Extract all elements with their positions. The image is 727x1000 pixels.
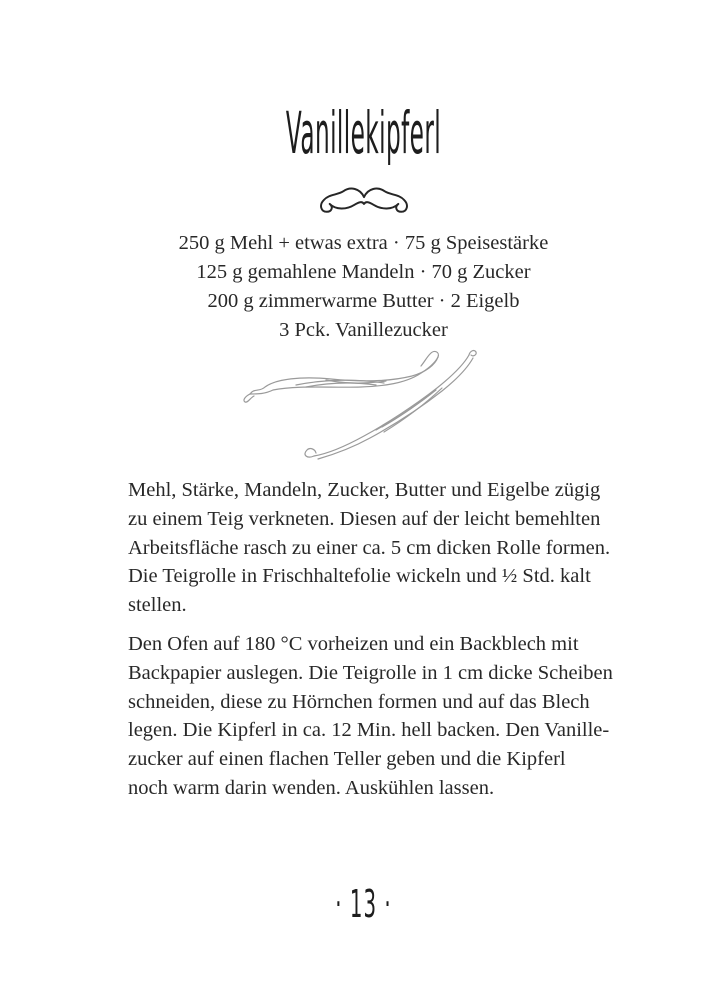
mustache-flourish-icon xyxy=(0,184,727,223)
instruction-paragraph-2 xyxy=(128,630,618,803)
instructions xyxy=(128,476,618,813)
instruction-line: schneiden, diese zu Hörnchen formen und auf das Blech xyxy=(128,690,590,713)
page-number: · 13 · xyxy=(335,882,392,926)
instruction-line: legen. Die Kipferl in ca. 12 Min. hell backen. Den Vanille- xyxy=(128,719,610,742)
instruction-line: Den Ofen auf 180 °C vorheizen und ein Backblech mit xyxy=(128,632,579,655)
ingredient-line: 3 Pck. Vanillezucker xyxy=(279,319,448,341)
instruction-line: Die Teigrolle in Frischhaltefolie wickeln und ½ Std. kalt xyxy=(128,565,591,588)
ingredients-list xyxy=(0,229,727,345)
instruction-line: stellen. xyxy=(128,594,187,617)
recipe-title: Vanillekipferl xyxy=(285,99,442,167)
instruction-line: zu einem Teig verkneten. Diesen auf der leicht bemehlten xyxy=(128,507,601,530)
instruction-line: zucker auf einen flachen Teller geben und die Kipferl xyxy=(128,748,566,771)
instruction-paragraph-1 xyxy=(128,476,618,620)
ingredient-line: 200 g zimmerwarme Butter · 2 Eigelb xyxy=(207,290,520,312)
instruction-line: noch warm darin wenden. Auskühlen lassen. xyxy=(128,776,495,799)
instruction-line: Backpapier auslegen. Die Teigrolle in 1 cm dicke Scheiben xyxy=(128,661,613,684)
instruction-line: Arbeitsfläche rasch zu einer ca. 5 cm dicken Rolle formen. xyxy=(128,536,611,559)
ingredient-line: 125 g gemahlene Mandeln · 70 g Zucker xyxy=(196,261,531,283)
ingredient-line: 250 g Mehl + etwas extra · 75 g Speisestärke xyxy=(178,232,549,254)
instruction-line: Mehl, Stärke, Mandeln, Zucker, Butter und Eigelbe zügig xyxy=(128,479,601,501)
vanilla-pods-illustration xyxy=(236,348,498,466)
